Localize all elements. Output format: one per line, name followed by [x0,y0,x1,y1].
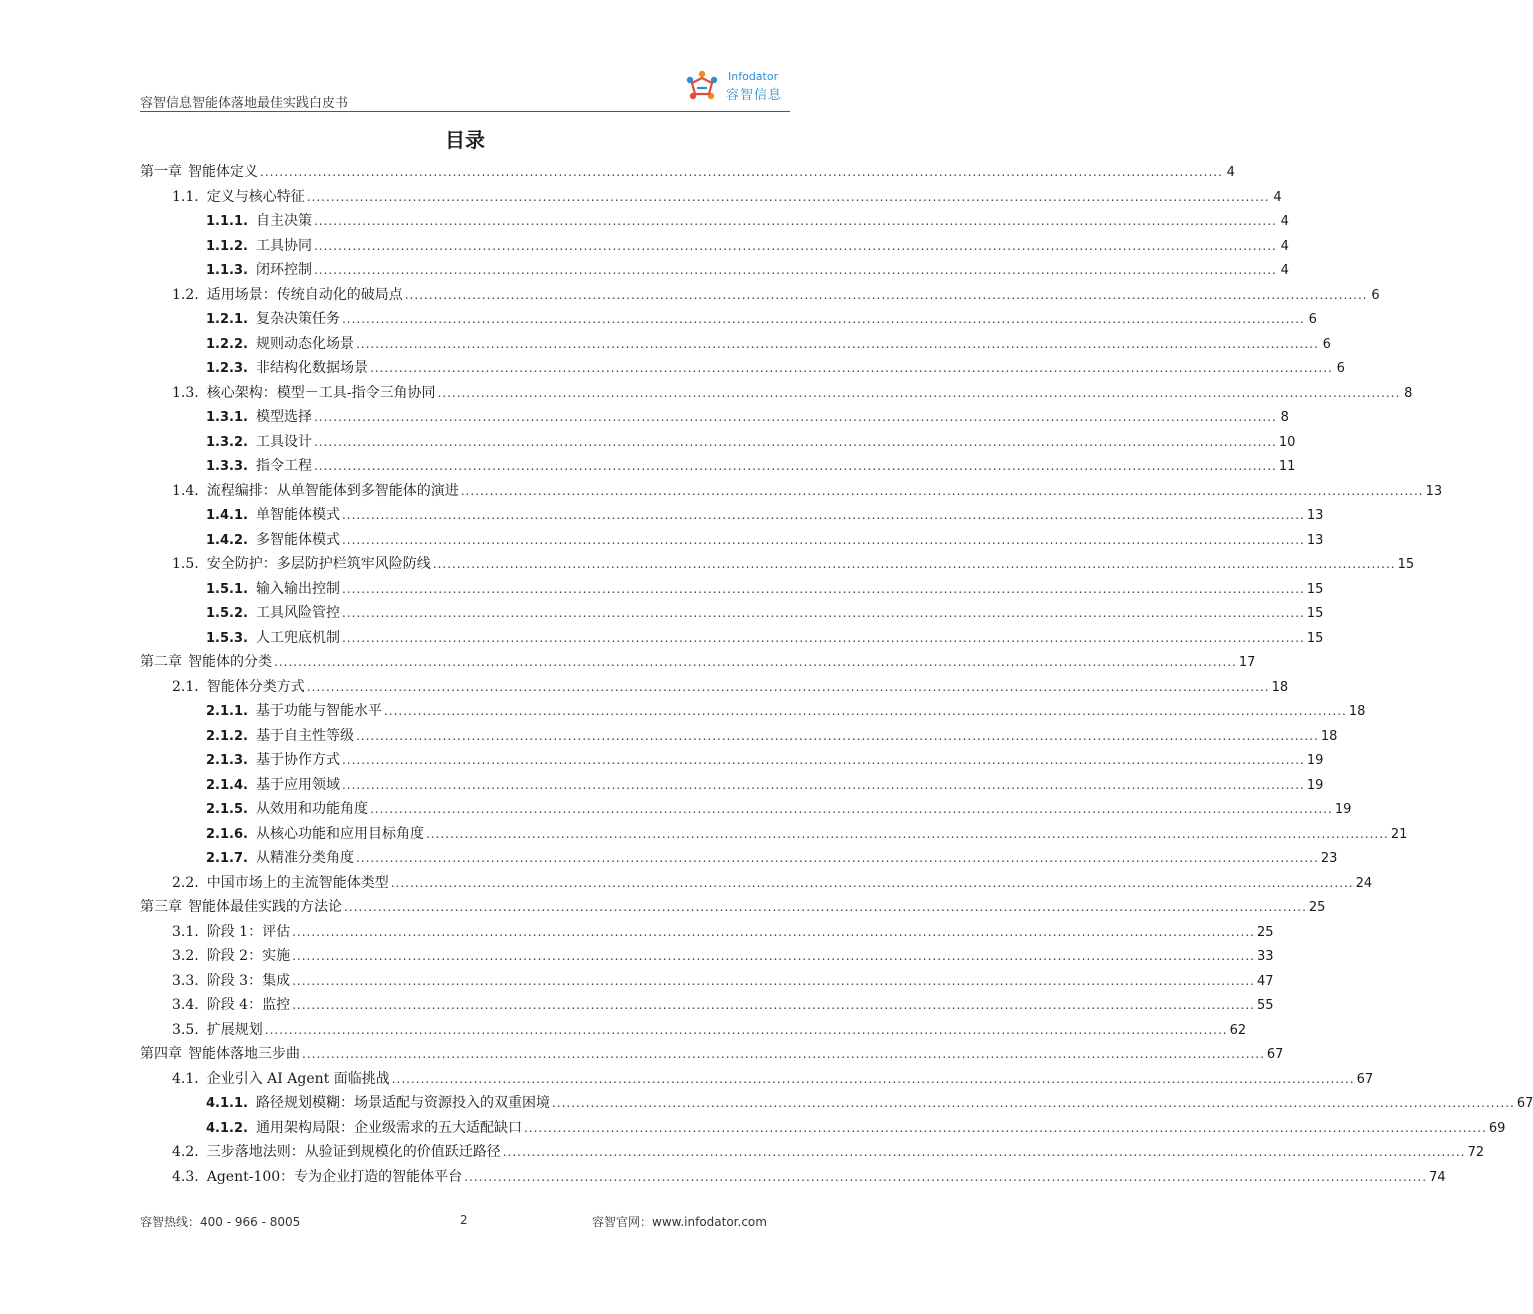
toc-entry-label: 核心架构：模型－工具-指令三角协同 [206,384,436,401]
toc-entry-number: 3.1. [172,923,199,940]
toc-entry-label: 从效用和功能角度 [255,801,368,817]
toc-entry[interactable] [140,260,1289,285]
toc-entry[interactable] [140,187,1282,212]
toc-entry-page: 18 [1320,728,1338,744]
toc-leader-dots: ........................................................................................................................................................................................................ [292,949,1255,963]
toc-leader-dots: ........................................................................................................................................................................................................ [313,459,1277,473]
toc-entry-label: 阶段 2：实施 [206,948,291,964]
toc-entry[interactable] [140,358,1345,383]
footer-hotline: 容智热线：400 - 966 - 8005 [140,1215,301,1229]
toc-entry-label: 扩展规划 [206,1021,263,1038]
toc-leader-dots: ........................................................................................................................................................................................................ [313,410,1277,424]
toc-entry-number: 2.1.6. [206,826,248,842]
toc-entry-label: 基于应用领域 [255,776,340,793]
toc-entry-page: 72 [1467,1145,1485,1160]
toc-entry[interactable] [140,1142,1485,1167]
toc-entry-page: 13 [1306,532,1324,548]
table-of-contents [140,162,1533,1191]
toc-leader-dots: ........................................................................................................................................................................................................ [292,973,1255,988]
toc-entry-label: 自主决策 [255,213,312,229]
toc-leader-dots: ........................................................................................................................................................................................................ [313,238,1277,253]
toc-entry[interactable] [140,309,1317,334]
toc-entry-label: 阶段 1：评估 [206,923,291,940]
toc-entry[interactable] [140,285,1380,310]
toc-entry-number: 第三章 [140,899,182,915]
toc-entry-label: 输入输出控制 [255,580,340,597]
toc-entry-label: 适用场景：传统自动化的破局点 [206,286,403,303]
toc-leader-dots: ........................................................................................................................................................................................................ [292,998,1255,1012]
toc-entry-label: 智能体定义 [188,164,258,180]
toc-entry-page: 17 [1238,655,1256,670]
toc-entry-page: 6 [1322,336,1331,352]
toc-leader-dots: ........................................................................................................................................................................................................ [306,189,1270,204]
logo-text-en: Infodator [728,70,779,83]
toc-entry-number: 4.2. [172,1144,199,1160]
toc-entry-page: 19 [1334,802,1352,817]
toc-entry-label: 从精准分类角度 [255,850,354,866]
toc-leader-dots: ........................................................................................................................................................................................................ [551,1096,1515,1110]
toc-entry-label: 三步落地法则：从验证到规模化的价值跃迁路径 [206,1144,501,1160]
toc-entry-page: 33 [1256,949,1274,964]
toc-entry-page: 4 [1280,263,1289,278]
toc-leader-dots: ........................................................................................................................................................................................................ [464,1169,1428,1184]
toc-entry-page: 21 [1390,826,1408,842]
toc-title: 目录 [445,128,485,152]
toc-entry-label: 工具风险管控 [255,605,340,621]
toc-entry-label: 流程编排：从单智能体到多智能体的演进 [206,482,459,499]
toc-entry-number: 1.1.3. [206,263,248,278]
toc-entry-number: 4.1. [172,1070,199,1087]
toc-entry-page: 23 [1320,851,1338,866]
toc-entry-page: 18 [1271,679,1289,695]
toc-entry[interactable] [140,1020,1247,1045]
toc-entry[interactable] [140,922,1274,947]
toc-entry-number: 1.3.3. [206,459,248,474]
toc-entry[interactable] [140,677,1289,702]
toc-entry[interactable] [140,873,1373,898]
toc-entry-page: 19 [1306,777,1324,793]
toc-entry[interactable] [140,775,1324,800]
toc-entry-number: 2.1.7. [206,851,248,866]
toc-entry-label: 模型选择 [255,409,312,425]
toc-entry-number: 4.1.1. [206,1096,248,1111]
toc-leader-dots: ........................................................................................................................................................................................................ [383,704,1347,718]
toc-entry-page: 69 [1488,1120,1506,1136]
toc-entry-label: 阶段 4：监控 [206,997,291,1013]
toc-entry-label: 阶段 3：集成 [206,972,291,989]
toc-entry[interactable] [140,628,1324,653]
toc-entry-page: 13 [1425,483,1443,499]
toc-entry-page: 10 [1278,434,1296,450]
toc-entry[interactable] [140,334,1331,359]
toc-entry-page: 55 [1256,998,1274,1013]
toc-entry[interactable] [140,407,1289,432]
toc-entry-page: 47 [1256,973,1274,989]
toc-entry[interactable] [140,505,1324,530]
toc-entry-page: 15 [1397,557,1415,572]
toc-entry-page: 74 [1429,1169,1446,1185]
toc-entry-number: 3.3. [172,972,199,989]
toc-leader-dots: ........................................................................................................................................................................................................ [274,655,1237,669]
toc-entry-page: 15 [1306,606,1324,621]
toc-entry-number: 1.4. [172,482,199,499]
toc-entry-label: 人工兜底机制 [255,629,340,646]
toc-entry[interactable] [140,236,1289,261]
toc-leader-dots: ........................................................................................................................................................................................................ [260,165,1223,179]
toc-entry-label: 通用架构局限：企业级需求的五大适配缺口 [255,1119,522,1136]
toc-entry[interactable] [140,432,1296,457]
toc-entry-number: 1.5.2. [206,606,248,621]
toc-leader-dots: ........................................................................................................................................................................................................ [523,1120,1487,1135]
toc-entry-page: 6 [1371,287,1380,303]
toc-leader-dots: ........................................................................................................................................................................................................ [355,728,1319,743]
toc-entry-number: 1.2.3. [206,361,248,376]
toc-leader-dots: ........................................................................................................................................................................................................ [341,777,1305,792]
footer-page-number: 2 [460,1213,468,1227]
toc-leader-dots: ........................................................................................................................................................................................................ [369,361,1333,375]
toc-entry-label: 闭环控制 [255,262,312,278]
toc-leader-dots: ........................................................................................................................................................................................................ [313,214,1277,228]
toc-entry-label: 智能体落地三步曲 [188,1046,300,1062]
toc-leader-dots: ........................................................................................................................................................................................................ [460,483,1424,498]
toc-entry-page: 15 [1306,630,1324,646]
toc-entry-page: 24 [1355,875,1373,891]
document-header-title: 容智信息智能体落地最佳实践白皮书 [140,96,349,111]
toc-entry-page: 62 [1229,1022,1247,1038]
toc-entry-page: 19 [1306,753,1324,768]
toc-entry[interactable] [140,211,1289,236]
toc-entry-number: 2.1.2. [206,728,248,744]
toc-entry[interactable] [140,848,1338,873]
toc-entry-label: 智能体分类方式 [206,678,305,695]
toc-entry-label: 单智能体模式 [255,507,340,523]
toc-entry-number: 1.3.2. [206,434,248,450]
toc-entry-number: 4.3. [172,1168,199,1185]
toc-entry-page: 4 [1226,165,1235,180]
toc-entry-label: Agent-100：专为企业打造的智能体平台 [206,1168,463,1185]
toc-entry[interactable] [140,995,1274,1020]
toc-entry[interactable] [140,1118,1506,1143]
toc-entry-label: 中国市场上的主流智能体类型 [206,874,389,891]
toc-entry-page: 15 [1306,581,1324,597]
toc-entry[interactable] [140,1093,1533,1118]
toc-entry-number: 2.1.3. [206,753,248,768]
toc-entry-number: 1.5.1. [206,581,248,597]
toc-entry-label: 复杂决策任务 [255,311,340,327]
toc-entry-number: 1.1. [172,188,199,205]
toc-entry-page: 11 [1278,459,1296,474]
toc-leader-dots: ........................................................................................................................................................................................................ [264,1022,1228,1037]
toc-leader-dots: ........................................................................................................................................................................................................ [355,336,1319,351]
toc-entry-page: 8 [1404,385,1413,401]
toc-leader-dots: ........................................................................................................................................................................................................ [391,1071,1355,1086]
toc-leader-dots: ........................................................................................................................................................................................................ [313,263,1277,277]
toc-entry-page: 18 [1348,704,1366,719]
toc-entry-label: 工具协同 [255,237,312,254]
toc-entry-number: 第二章 [140,654,182,670]
toc-entry-label: 指令工程 [255,458,312,474]
toc-leader-dots: ........................................................................................................................................................................................................ [404,287,1368,302]
toc-leader-dots: ........................................................................................................................................................................................................ [355,851,1319,865]
toc-leader-dots: ........................................................................................................................................................................................................ [341,630,1305,645]
toc-leader-dots: ........................................................................................................................................................................................................ [341,753,1305,767]
toc-entry[interactable] [140,1044,1284,1069]
toc-entry-number: 1.1.1. [206,214,248,229]
toc-leader-dots: ........................................................................................................................................................................................................ [341,606,1305,620]
toc-entry-page: 25 [1308,900,1326,915]
toc-entry[interactable] [140,456,1296,481]
toc-entry-number: 2.1. [172,678,199,695]
toc-entry[interactable] [140,554,1415,579]
toc-entry[interactable] [140,897,1326,922]
toc-entry-page: 67 [1516,1096,1533,1111]
toc-leader-dots: ........................................................................................................................................................................................................ [425,826,1389,841]
toc-entry-number: 1.4.2. [206,532,248,548]
toc-entry-label: 工具设计 [255,433,312,450]
toc-entry-number: 1.3. [172,384,199,401]
toc-entry[interactable] [140,946,1274,971]
toc-entry[interactable] [140,726,1338,751]
toc-entry-label: 规则动态化场景 [255,335,354,352]
toc-entry-label: 多智能体模式 [255,531,340,548]
toc-leader-dots: ........................................................................................................................................................................................................ [390,875,1354,890]
company-logo [680,68,790,108]
toc-entry-number: 2.1.4. [206,777,248,793]
toc-entry-page: 13 [1306,508,1324,523]
toc-entry-page: 4 [1280,238,1289,254]
logo-icon [680,68,724,108]
toc-leader-dots: ........................................................................................................................................................................................................ [502,1145,1466,1159]
toc-leader-dots: ........................................................................................................................................................................................................ [306,679,1270,694]
toc-entry-number: 1.4.1. [206,508,248,523]
toc-entry-number: 3.5. [172,1021,199,1038]
logo-text-cn: 容智信息 [726,88,783,103]
footer-website: 容智官网：www.infodator.com [592,1215,767,1229]
toc-entry-number: 4.1.2. [206,1120,248,1136]
toc-leader-dots: ........................................................................................................................................................................................................ [344,900,1307,914]
toc-entry-number: 1.1.2. [206,238,248,254]
toc-entry[interactable] [140,750,1324,775]
toc-leader-dots: ........................................................................................................................................................................................................ [437,385,1401,400]
toc-entry-label: 基于功能与智能水平 [255,703,382,719]
toc-entry-page: 4 [1280,214,1289,229]
toc-entry[interactable] [140,1069,1374,1094]
toc-entry[interactable] [140,481,1443,506]
toc-entry-number: 3.4. [172,997,199,1013]
toc-entry-number: 1.5. [172,556,199,572]
toc-entry-page: 6 [1336,361,1345,376]
toc-entry-number: 2.1.5. [206,802,248,817]
toc-leader-dots: ........................................................................................................................................................................................................ [341,508,1305,522]
toc-entry-page: 67 [1266,1047,1284,1062]
toc-leader-dots: ........................................................................................................................................................................................................ [341,312,1305,326]
toc-entry-page: 6 [1308,312,1317,327]
toc-entry-page: 67 [1356,1071,1374,1087]
toc-leader-dots: ........................................................................................................................................................................................................ [313,434,1277,449]
toc-entry-label: 非结构化数据场景 [255,360,368,376]
toc-entry-label: 定义与核心特征 [206,188,305,205]
toc-entry[interactable] [140,579,1324,604]
toc-entry[interactable] [140,824,1408,849]
toc-entry-number: 3.2. [172,948,199,964]
toc-leader-dots: ........................................................................................................................................................................................................ [302,1047,1265,1061]
toc-entry[interactable] [140,971,1274,996]
toc-entry-page: 4 [1273,189,1282,205]
toc-entry-number: 2.1.1. [206,704,248,719]
toc-entry-label: 路径规划模糊：场景适配与资源投入的双重困境 [255,1095,550,1111]
toc-entry-label: 安全防护：多层防护栏筑牢风险防线 [206,556,431,572]
toc-entry[interactable] [140,383,1413,408]
toc-entry[interactable] [140,1167,1446,1192]
toc-leader-dots: ........................................................................................................................................................................................................ [341,532,1305,547]
toc-entry-page: 8 [1280,410,1289,425]
toc-leader-dots: ........................................................................................................................................................................................................ [292,924,1255,939]
toc-entry[interactable] [140,162,1235,187]
toc-entry-label: 从核心功能和应用目标角度 [255,825,424,842]
toc-entry[interactable] [140,701,1366,726]
header-rule [140,111,790,112]
toc-entry-number: 1.2. [172,286,199,303]
toc-entry-number: 1.2.2. [206,336,248,352]
toc-entry-number: 2.2. [172,874,199,891]
toc-entry-label: 企业引入 AI Agent 面临挑战 [206,1070,390,1087]
toc-leader-dots: ........................................................................................................................................................................................................ [341,581,1305,596]
toc-entry-number: 1.5.3. [206,630,248,646]
toc-entry-label: 基于协作方式 [255,752,340,768]
toc-entry-label: 智能体最佳实践的方法论 [188,899,342,915]
toc-entry-label: 基于自主性等级 [255,727,354,744]
toc-entry-number: 第四章 [140,1046,182,1062]
toc-entry[interactable] [140,603,1324,628]
toc-leader-dots: ........................................................................................................................................................................................................ [369,802,1333,816]
toc-entry[interactable] [140,652,1256,677]
toc-entry[interactable] [140,799,1352,824]
toc-entry[interactable] [140,530,1324,555]
toc-entry-page: 25 [1256,924,1274,940]
toc-entry-number: 1.2.1. [206,312,248,327]
toc-entry-number: 1.3.1. [206,410,248,425]
toc-entry-number: 第一章 [140,164,182,180]
toc-entry-label: 智能体的分类 [188,654,272,670]
toc-leader-dots: ........................................................................................................................................................................................................ [432,557,1396,571]
